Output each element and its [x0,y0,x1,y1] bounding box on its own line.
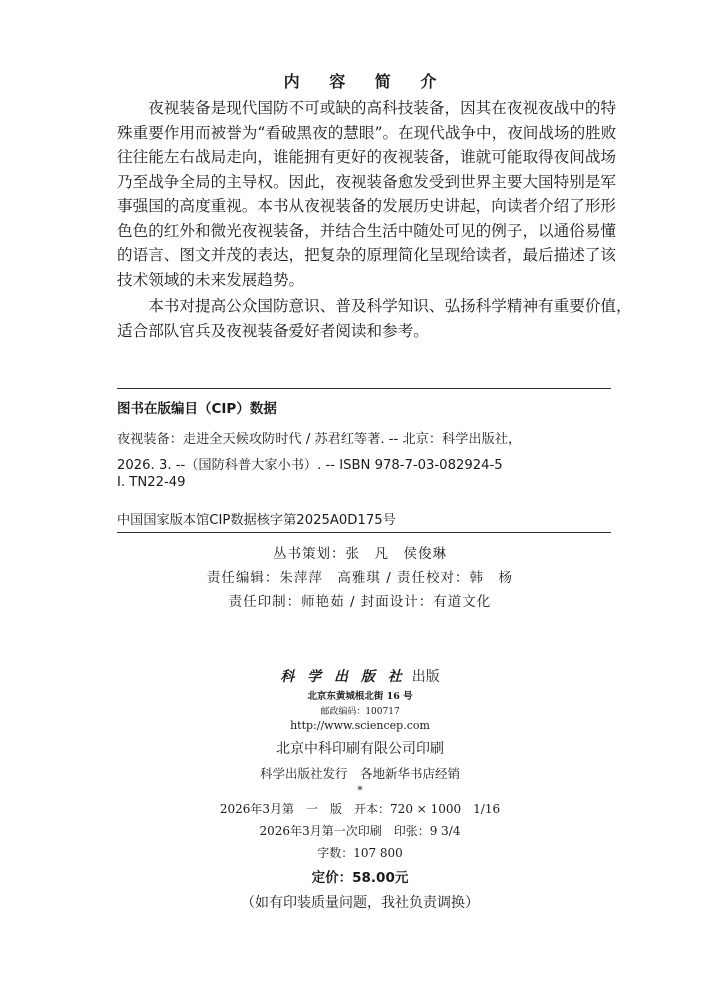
cip-heading: 图书在版编目（CIP）数据 [117,401,277,417]
cip-top-rule [117,388,611,389]
price: 定价：58.00元 [311,870,409,886]
summary-paragraph-1 [117,96,617,292]
summary-line: 的语言、图文并茂的表达，把复杂的原理简化呈现给读者，最后描述了该 [117,246,617,264]
summary-line: 事强国的高度重视。本书从夜视装备的发展历史讲起，向读者介绍了形形 [117,197,617,215]
summary-line: 适合部队官兵及夜视装备爱好者阅读和参考。 [117,321,429,340]
distributor: 科学出版社发行 各地新华书店经销 [259,766,460,781]
editor-proofreader-line: 责任编辑：朱萍萍 高雅琪 / 责任校对：韩 杨 [206,570,514,586]
printer: 北京中科印刷有限公司印刷 [276,741,444,757]
publisher-suffix: 出版 [411,669,440,685]
series-planner-line: 丛书策划：张 凡 侯俊琳 [273,546,447,562]
printing-cover-design-line: 责任印制：师艳茹 / 封面设计：有道文化 [228,594,492,610]
summary-title: 内 容 简 介 [283,72,449,91]
printing-sheets-line: 2026年3月第一次印刷 印张：9 3/4 [259,824,461,838]
cip-approval-number: 中国国家版本馆CIP数据核字第2025A0D175号 [117,513,396,528]
summary-line: 殊重要作用而被誉为“看破黑夜的慧眼”。在现代战争中，夜间战场的胜败 [117,123,617,142]
postcode: 邮政编码：100717 [320,707,400,717]
summary-line: 往往能左右战局走向，谁能拥有更好的夜视装备，谁就可能取得夜间战场 [117,148,617,166]
summary-line: 本书对提高公众国防意识、普及科学知识、弘扬科学精神有重要价值， [117,297,632,315]
publisher-name: 科 学 出 版 社 [280,669,406,685]
summary-line: 技术领域的未来发展趋势。 [117,270,305,289]
summary-line: 色色的红外和微光夜视装备，并结合生活中随处可见的例子，以通俗易懂 [117,221,617,240]
edition-format-line: 2026年3月第 一 版 开本：720 × 1000 1/16 [219,802,501,816]
cip-classification: Ⅰ. TN22-49 [117,475,186,490]
cip-record-line: 夜视装备：走进全天候攻防时代 / 苏君红等著. -- 北京：科学出版社， [117,432,522,447]
summary-line: 乃至战争全局的主导权。因此，夜视装备愈发受到世界主要大国特别是军 [117,172,617,191]
publisher-website: http://www.sciencep.com [290,719,430,732]
separator-star: * [357,784,363,797]
word-count-line: 字数：107 800 [317,846,403,860]
summary-paragraph-2 [117,294,632,343]
summary-line: 夜视装备是现代国防不可或缺的高科技装备，因其在夜视夜战中的特 [117,99,617,117]
cip-bottom-rule [117,532,611,533]
publisher-line [0,666,720,686]
publisher-address: 北京东黄城根北街 16 号 [307,691,413,702]
quality-notice: （如有印装质量问题，我社负责调换） [241,895,479,911]
cip-record-line: 2026. 3. --（国防科普大家小书）. -- ISBN 978-7-03-082924-5 [117,458,503,473]
